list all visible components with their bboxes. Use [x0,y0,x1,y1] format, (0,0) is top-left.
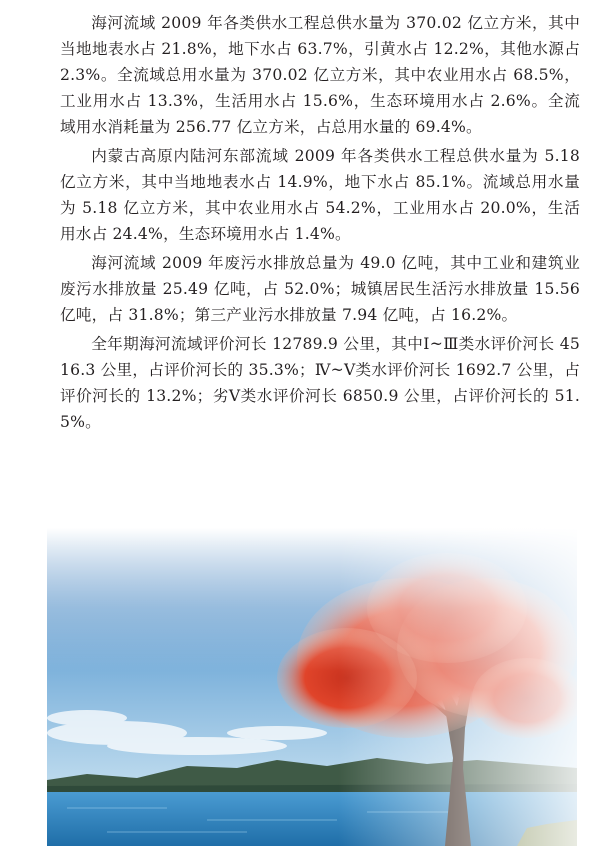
right-fade [47,528,577,846]
landscape-illustration [47,528,577,846]
landscape-photo [47,528,577,846]
paragraph-river-evaluation: 全年期海河流域评价河长 12789.9 公里，其中Ⅰ~Ⅲ类水评价河长 4516.3 公里，占评价河长的 35.3%；Ⅳ~Ⅴ类水评价河长 1692.7 公里，占评价河长的 13.2%；劣Ⅴ类水评价河长 6850.9 公里，占评价河长的 51.5%。 [60,335,580,431]
paragraph-inner-mongolia-water-supply: 内蒙古高原内陆河东部流域 2009 年各类供水工程总供水量为 5.18 亿立方米，其中当地地表水占 14.9%，地下水占 85.1%。流域总用水量为 5.18 亿立方米，其中农业用水占 54.2%，工业用水占 20.0%，生活用水占 24.4%，生态环境用水占 1.4%。 [60,147,580,243]
paragraph-haihe-water-supply: 海河流域 2009 年各类供水工程总供水量为 370.02 亿立方米，其中当地地表水占 21.8%，地下水占 63.7%，引黄水占 12.2%，其他水源占 2.3%。全流域总用水量为 370.02 亿立方米，其中农业用水占 68.5%，工业用水占 13.3%，生活用水占 15.6%，生态环境用水占 2.6%。全流域用水消耗量为 256.77 亿立方米，占总用水量的 69.4%。 [60,14,580,136]
body-text [60,10,580,438]
paragraph-wastewater-discharge: 海河流域 2009 年废污水排放总量为 49.0 亿吨，其中工业和建筑业废污水排放量 25.49 亿吨，占 52.0%；城镇居民生活污水排放量 15.56 亿吨，占 31.8%；第三产业污水排放量 7.94 亿吨，占 16.2%。 [60,254,580,324]
